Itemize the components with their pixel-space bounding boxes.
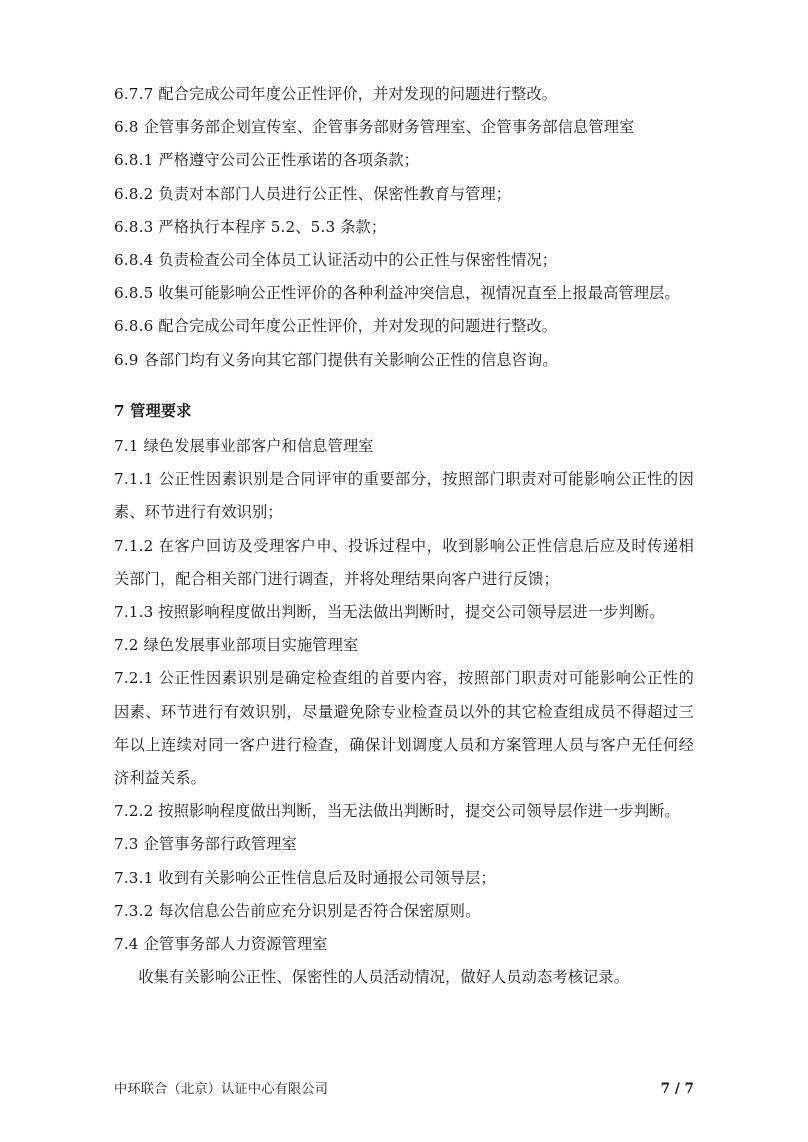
- document-body: [114, 78, 694, 994]
- paragraph-6-7-7: 6.7.7 配合完成公司年度公正性评价，并对发现的问题进行整改。: [114, 85, 558, 103]
- paragraph-7-3-1: 7.3.1 收到有关影响公正性信息后及时通报公司领导层；: [114, 868, 496, 887]
- paragraph-6-8-2: 6.8.2 负责对本部门人员进行公正性、保密性教育与管理；: [114, 184, 512, 203]
- paragraph-7-3: 7.3 企管事务部行政管理室: [114, 835, 297, 854]
- paragraph-7-2-2: 7.2.2 按照影响程度做出判断，当无法做出判断时，提交公司领导层作进一步判断。: [114, 802, 680, 821]
- paragraph-6-9: 6.9 各部门均有义务向其它部门提供有关影响公正性的信息咨询。: [114, 350, 558, 369]
- paragraph-7-4: 7.4 企管事务部人力资源管理室: [114, 935, 328, 954]
- footer-page-number: 7 / 7: [660, 1081, 694, 1097]
- paragraph-6-8-5: 6.8.5 收集可能影响公正性评价的各种利益冲突信息，视情况直至上报最高管理层。: [114, 284, 680, 303]
- paragraph-6-8-6: 6.8.6 配合完成公司年度公正性评价，并对发现的问题进行整改。: [114, 317, 558, 336]
- section-heading-7: 7 管理要求: [114, 401, 192, 420]
- paragraph-7-3-2: 7.3.2 每次信息公告前应充分识别是否符合保密原则。: [114, 901, 481, 920]
- paragraph-6-8-4: 6.8.4 负责检查公司全体员工认证活动中的公正性与保密性情况；: [114, 251, 558, 270]
- paragraph-7-2: 7.2 绿色发展事业部项目实施管理室: [114, 636, 359, 655]
- paragraph-7-4-body: 收集有关影响公正性、保密性的人员活动情况，做好人员动态考核记录。: [138, 968, 630, 987]
- paragraph-6-8-1: 6.8.1 严格遵守公司公正性承诺的各项条款；: [114, 151, 420, 170]
- paragraph-7-1-2: 7.1.2 在客户回访及受理客户申、投诉过程中，收到影响公正性信息后应及时传递相关部门，配合相关部门进行调查，并将处理结果向客户进行反馈；: [114, 536, 694, 588]
- paragraph-7-1: 7.1 绿色发展事业部客户和信息管理室: [114, 437, 374, 456]
- paragraph-7-2-1: 7.2.1 公正性因素识别是确定检查组的首要内容，按照部门职责对可能影响公正性的因素、环节进行有效识别，尽量避免除专业检查员以外的其它检查组成员不得超过三年以上连续对同一客户进行检查，确保计划调度人员和方案管理人员与客户无任何经济利益关系。: [114, 669, 694, 788]
- paragraph-6-8: 6.8 企管事务部企划宣传室、企管事务部财务管理室、企管事务部信息管理室: [114, 118, 635, 137]
- paragraph-6-8-3: 6.8.3 严格执行本程序 5.2、5.3 条款；: [114, 217, 387, 236]
- footer-organization: 中环联合（北京）认证中心有限公司: [114, 1082, 329, 1097]
- page-footer: [114, 1078, 694, 1097]
- paragraph-7-1-3: 7.1.3 按照影响程度做出判断，当无法做出判断时，提交公司领导层进一步判断。: [114, 603, 665, 622]
- paragraph-7-1-1: 7.1.1 公正性因素识别是合同评审的重要部分，按照部门职责对可能影响公正性的因素、环节进行有效识别；: [114, 470, 694, 522]
